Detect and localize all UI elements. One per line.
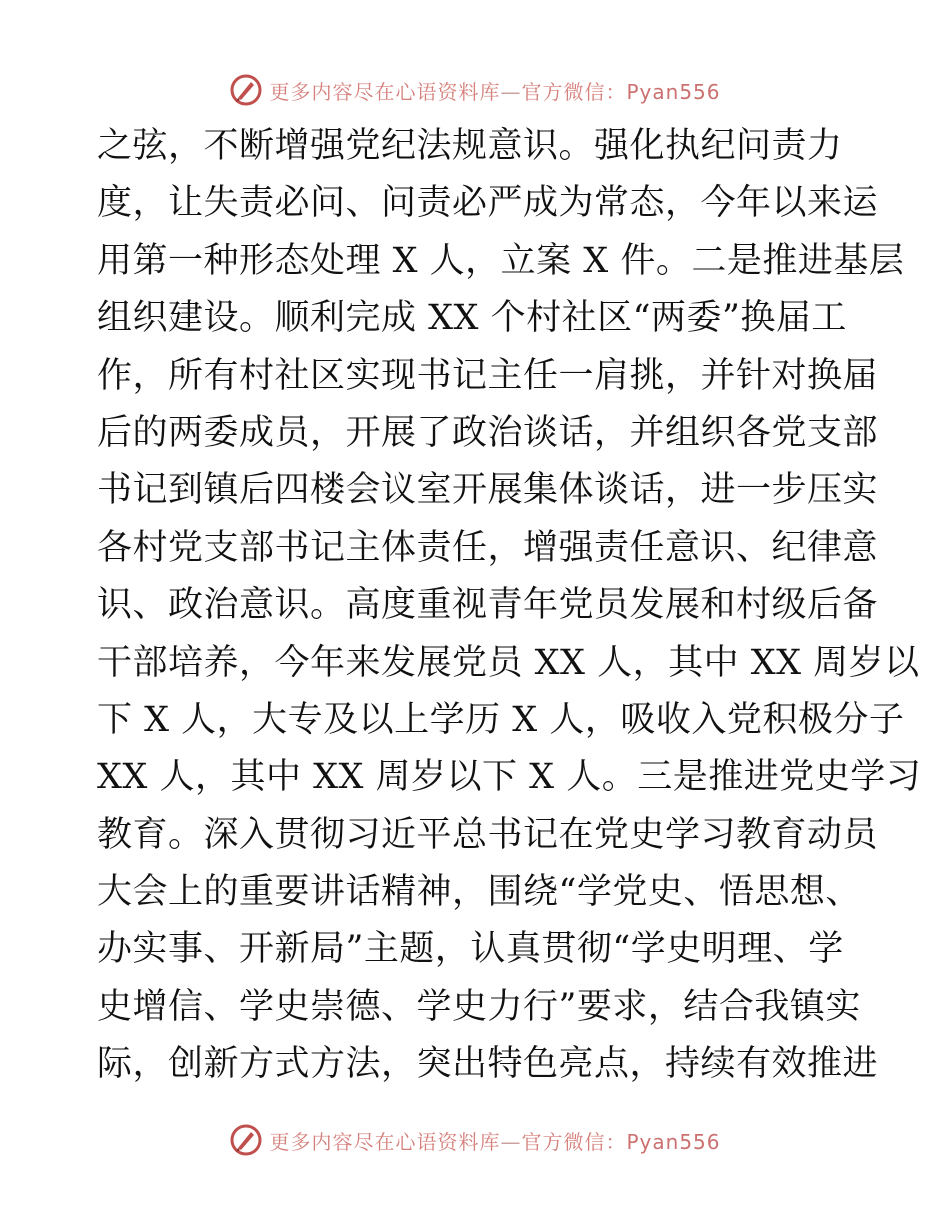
body-line: 后的两委成员，开展了政治谈话，并组织各党支部 xyxy=(97,412,879,453)
footer-watermark xyxy=(0,1120,950,1160)
document-body xyxy=(97,118,922,1094)
watermark-separator: — xyxy=(500,1129,522,1154)
quill-logo-icon xyxy=(229,73,263,107)
watermark-text: 更多内容尽在心语资料库 xyxy=(269,1129,501,1154)
header-watermark xyxy=(0,70,950,110)
body-line: 各村党支部书记主体责任，增强责任意识、纪律意 xyxy=(97,527,879,568)
body-line: 史增信、学史崇德、学史力行”要求，结合我镇实 xyxy=(97,986,861,1027)
watermark-wechat-label: 官方微信： xyxy=(521,1129,627,1154)
body-line: XX 人，其中 XX 周岁以下 X 人。三是推进党史学习 xyxy=(97,757,922,798)
body-line: 组织建设。顺利完成 XX 个村社区“两委”换届工 xyxy=(97,298,847,339)
watermark-wechat-id: Pyan556 xyxy=(626,1129,721,1154)
body-line: 度，让失责必问、问责必严成为常态，今年以来运 xyxy=(97,183,879,224)
body-line: 作，所有村社区实现书记主任一肩挑，并针对换届 xyxy=(97,355,879,396)
watermark-separator: — xyxy=(500,79,522,104)
body-line: 书记到镇后四楼会议室开展集体谈话，进一步压实 xyxy=(97,470,879,511)
body-line: 教育。深入贯彻习近平总书记在党史学习教育动员 xyxy=(97,814,879,855)
quill-logo-icon xyxy=(229,1123,263,1157)
body-line: 办实事、开新局”主题，认真贯彻“学史明理、学 xyxy=(97,929,844,970)
body-line: 识、政治意识。高度重视青年党员发展和村级后备 xyxy=(97,585,879,626)
watermark-wechat-label: 官方微信： xyxy=(521,79,627,104)
body-line: 之弦，不断增强党纪法规意识。强化执纪问责力 xyxy=(97,126,843,166)
body-line: 用第一种形态处理 X 人，立案 X 件。二是推进基层 xyxy=(97,240,905,281)
body-line: 际，创新方式方法，突出特色亮点，持续有效推进 xyxy=(97,1044,879,1085)
body-line: 干部培养，今年来发展党员 XX 人，其中 XX 周岁以 xyxy=(97,642,920,683)
body-line: 大会上的重要讲话精神，围绕“学党史、悟思想、 xyxy=(97,872,861,913)
watermark-text: 更多内容尽在心语资料库 xyxy=(269,79,501,104)
watermark-wechat-id: Pyan556 xyxy=(626,79,721,104)
body-line: 下 X 人，大专及以上学历 X 人，吸收入党积极分子 xyxy=(97,699,905,740)
